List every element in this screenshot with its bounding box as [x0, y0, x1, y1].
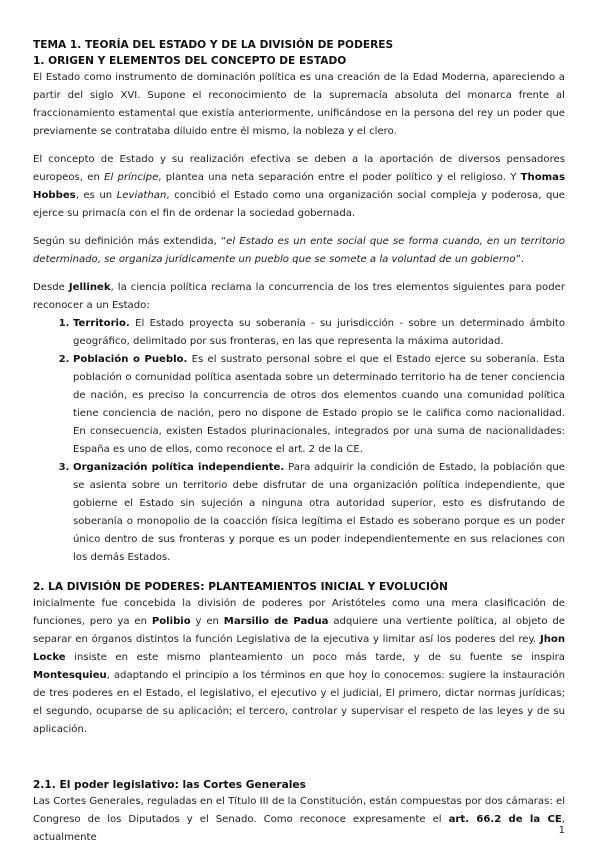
paragraph-definition: Según su definición más extendida, “el Estado es un ente social que se forma cuando, en un territorio determinado, se organiza jurídicamente un pueblo que se somete a la voluntad de un gobierno”. [33, 236, 565, 265]
paragraph-origin: El Estado como instrumento de dominación política es una creación de la Edad Moderna, apareciendo a partir del siglo XVI. Supone el reconocimiento de la supremacía absoluta del monarca frente al fraccionamiento estamental que existía anteriormente, unificándose en la persona del rey un poder que previamente se contrataba diluido entre él mismo, la nobleza y el clero. [33, 72, 565, 137]
section-2-1-heading: 2.1. El poder legislativo: las Cortes Generales [33, 779, 306, 791]
page-number: 1 [558, 825, 565, 836]
list-item-population: 2. Población o Pueblo. Es el sustrato personal sobre el que el Estado ejerce su soberanía. Esta población o comunidad política asentada sobre un determinado territorio ha de tener conciencia de nación, es preciso la concurrencia de otros dos elementos cuando una comunidad política tiene conciencia de nación, pero no dispone de Estado propio se le califica como nacionalidad. En consecuencia, existen Estados plurinacionales, integrados por una suma de nacionalidades: España es uno de ellos, como reconoce el art. 2 de la CE. [73, 351, 565, 459]
paragraph-concept: El concepto de Estado y su realización efectiva se deben a la aportación de diversos pensadores europeos, en El príncipe, plantea una neta separación entre el poder político y el religioso. Y Thomas Hobbes, es un Leviathan, concibió el Estado como una organización social compleja y poderosa, que ejerce su primacía con el fin de ordenar la sociedad gobernada. [33, 154, 565, 219]
document-page [33, 38, 565, 847]
document-title: TEMA 1. TEORÍA DEL ESTADO Y DE LA DIVISIÓN DE PODERES [33, 39, 394, 51]
section-1-heading: 1. ORIGEN Y ELEMENTOS DEL CONCEPTO DE ESTADO [33, 55, 347, 67]
paragraph-jellinek: Desde Jellinek, la ciencia política reclama la concurrencia de los tres elementos siguientes para poder reconocer a un Estado: [33, 282, 565, 311]
section-2-heading: 2. LA DIVISIÓN DE PODERES: PLANTEAMIENTOS INICIAL Y EVOLUCIÓN [33, 581, 448, 593]
paragraph-cortes-generales: Las Cortes Generales, reguladas en el Título III de la Constitución, están compuestas por dos cámaras: el Congreso de los Diputados y el Senado. Como reconoce expresamente el art. 66.2 de la CE, actualmente [33, 796, 565, 843]
state-elements-list [33, 315, 565, 567]
list-item-organization: 3. Organización política independiente. Para adquirir la condición de Estado, la población que se asienta sobre un territorio debe disfrutar de una organización política independiente, que gobierne el Estado sin sujeción a ninguna otra autoridad superior, esto es disfrutando de soberanía o monopolio de la coacción física legítima el Estado es soberano porque es un poder único dentro de sus fronteras y porque es un poder independientemente en sus relaciones con los demás Estados. [73, 459, 565, 567]
paragraph-division-of-powers: Inicialmente fue concebida la división de poderes por Aristóteles como una mera clasificación de funciones, pero ya en Polibio y en Marsilio de Padua adquiere una vertiente política, al objeto de separar en órganos distintos la función Legislativa de la ejecutiva y limitar así los poderes del rey. Jhon Locke insiste en este mismo planteamiento un poco más tarde, y de su fuente se inspira Montesquieu, adaptando el principio a los términos en que hoy lo conocemos: sugiere la instauración de tres poderes en el Estado, el legislativo, el ejecutivo y el judicial, El primero, dictar normas jurídicas; el segundo, ocuparse de su aplicación; el tercero, controlar y supervisar el respeto de las leyes y de su aplicación. [33, 598, 566, 735]
list-item-territory: 1. Territorio. El Estado proyecta su soberanía - su jurisdicción - sobre un determinado ámbito geográfico, delimitado por sus fronteras, en las que representa la máxima autoridad. [73, 315, 565, 351]
